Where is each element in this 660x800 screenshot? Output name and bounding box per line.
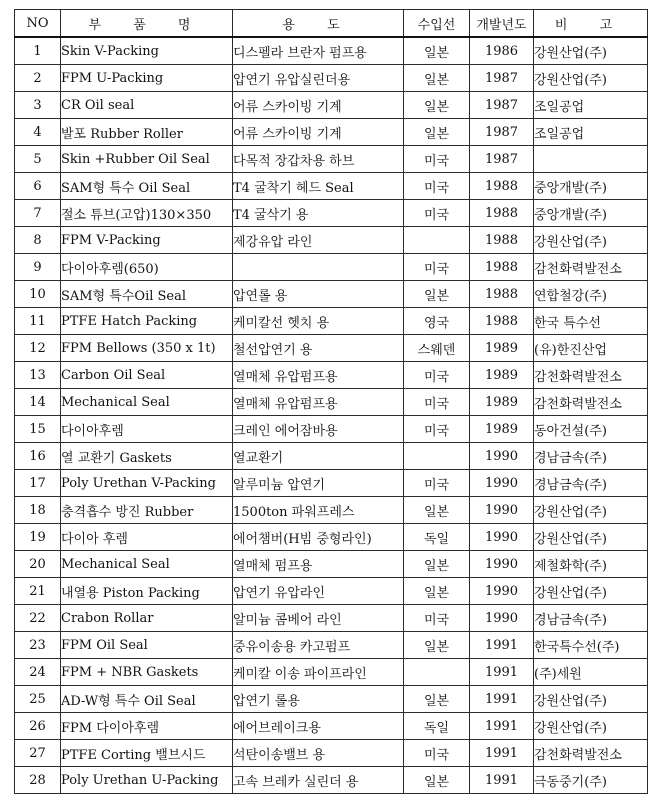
cell-no: 8 (15, 227, 61, 254)
table-row (15, 227, 648, 254)
cell-dev-year: 1988 (470, 254, 534, 281)
cell-importer: 미국 (404, 389, 470, 416)
cell-usage: 압연기 유압실린더용 (233, 65, 404, 92)
cell-dev-year: 1988 (470, 200, 534, 227)
cell-no: 4 (15, 119, 61, 146)
cell-usage: 크레인 에어잠바용 (233, 416, 404, 443)
cell-no: 17 (15, 470, 61, 497)
cell-part-name: 열 교환기 Gaskets (61, 443, 233, 470)
cell-dev-year: 1990 (470, 578, 534, 605)
cell-no: 27 (15, 740, 61, 767)
cell-usage: 디스펠라 브란자 펌프용 (233, 37, 404, 65)
cell-usage: 케미칼 이송 파이프라인 (233, 659, 404, 686)
cell-part-name: 다이아 후렘 (61, 524, 233, 551)
table-row (15, 767, 648, 794)
cell-importer: 영국 (404, 308, 470, 335)
table-row (15, 713, 648, 740)
cell-part-name: FPM V-Packing (61, 227, 233, 254)
table-row (15, 416, 648, 443)
table-row (15, 659, 648, 686)
cell-dev-year: 1991 (470, 740, 534, 767)
cell-note: 조일공업 (534, 92, 648, 119)
table-row (15, 92, 648, 119)
cell-note: 감천화력발전소 (534, 254, 648, 281)
cell-part-name: SAM형 특수Oil Seal (61, 281, 233, 308)
cell-dev-year: 1988 (470, 173, 534, 200)
cell-dev-year: 1991 (470, 767, 534, 794)
cell-part-name: Mechanical Seal (61, 389, 233, 416)
cell-usage: T4 굴착기 헤드 Seal (233, 173, 404, 200)
cell-importer: 스웨덴 (404, 335, 470, 362)
table-row (15, 200, 648, 227)
cell-note: 중앙개발(주) (534, 200, 648, 227)
cell-usage: 열매체 펌프용 (233, 551, 404, 578)
cell-importer: 일본 (404, 497, 470, 524)
cell-no: 15 (15, 416, 61, 443)
cell-usage: 철선압연기 용 (233, 335, 404, 362)
table-row (15, 551, 648, 578)
cell-importer: 독일 (404, 713, 470, 740)
table-row (15, 146, 648, 173)
cell-importer: 미국 (404, 254, 470, 281)
cell-importer: 미국 (404, 605, 470, 632)
cell-importer: 미국 (404, 173, 470, 200)
cell-part-name: 발포 Rubber Roller (61, 119, 233, 146)
cell-dev-year: 1990 (470, 524, 534, 551)
cell-no: 3 (15, 92, 61, 119)
header-row (15, 10, 648, 38)
cell-part-name: 충격흡수 방진 Rubber (61, 497, 233, 524)
header-part-name: 부 품 명 (61, 10, 233, 38)
header-note: 비 고 (534, 10, 648, 38)
cell-dev-year: 1989 (470, 362, 534, 389)
cell-dev-year: 1987 (470, 119, 534, 146)
cell-no: 14 (15, 389, 61, 416)
cell-no: 13 (15, 362, 61, 389)
cell-dev-year: 1986 (470, 37, 534, 65)
cell-part-name: Poly Urethan U-Packing (61, 767, 233, 794)
cell-usage: 어류 스카이빙 기계 (233, 92, 404, 119)
cell-usage: 1500ton 파워프레스 (233, 497, 404, 524)
cell-part-name: Poly Urethan V-Packing (61, 470, 233, 497)
header-importer: 수입선 (404, 10, 470, 38)
cell-part-name: FPM Oil Seal (61, 632, 233, 659)
cell-no: 18 (15, 497, 61, 524)
cell-part-name: CR Oil seal (61, 92, 233, 119)
cell-dev-year: 1991 (470, 713, 534, 740)
cell-part-name: Mechanical Seal (61, 551, 233, 578)
table-row (15, 443, 648, 470)
cell-usage: T4 굴삭기 용 (233, 200, 404, 227)
cell-note: 한국특수선(주) (534, 632, 648, 659)
cell-usage: 알미늄 콤베어 라인 (233, 605, 404, 632)
cell-importer: 미국 (404, 362, 470, 389)
cell-part-name: 다이아후렘(650) (61, 254, 233, 281)
cell-usage: 중유이송용 카고펌프 (233, 632, 404, 659)
table-row (15, 335, 648, 362)
table-row (15, 470, 648, 497)
cell-note: 강원산업(주) (534, 37, 648, 65)
cell-importer: 미국 (404, 200, 470, 227)
table-row (15, 497, 648, 524)
cell-note: (주)세원 (534, 659, 648, 686)
cell-importer: 일본 (404, 551, 470, 578)
table-row (15, 686, 648, 713)
cell-note: 강원산업(주) (534, 686, 648, 713)
cell-usage: 제강유압 라인 (233, 227, 404, 254)
table-row (15, 37, 648, 65)
cell-no: 10 (15, 281, 61, 308)
cell-note: 경남금속(주) (534, 605, 648, 632)
cell-note: 강원산업(주) (534, 713, 648, 740)
cell-part-name: FPM + NBR Gaskets (61, 659, 233, 686)
cell-usage: 압연롤 용 (233, 281, 404, 308)
cell-usage: 압연기 유압라인 (233, 578, 404, 605)
cell-importer (404, 659, 470, 686)
cell-usage: 고속 브레카 실린더 용 (233, 767, 404, 794)
table-row (15, 605, 648, 632)
cell-no: 26 (15, 713, 61, 740)
cell-importer: 미국 (404, 146, 470, 173)
cell-usage: 압연기 롤용 (233, 686, 404, 713)
cell-note: 동아건설(주) (534, 416, 648, 443)
cell-no: 11 (15, 308, 61, 335)
cell-part-name: 절소 튜브(고압)130×350 (61, 200, 233, 227)
cell-no: 16 (15, 443, 61, 470)
cell-part-name: FPM Bellows (350 x 1t) (61, 335, 233, 362)
cell-note: 조일공업 (534, 119, 648, 146)
cell-part-name: AD-W형 특수 Oil Seal (61, 686, 233, 713)
cell-note: 경남금속(주) (534, 443, 648, 470)
cell-no: 2 (15, 65, 61, 92)
cell-dev-year: 1990 (470, 551, 534, 578)
cell-note: 한국 특수선 (534, 308, 648, 335)
cell-dev-year: 1990 (470, 470, 534, 497)
cell-note (534, 146, 648, 173)
cell-part-name: 다이아후렘 (61, 416, 233, 443)
cell-part-name: SAM형 특수 Oil Seal (61, 173, 233, 200)
cell-usage: 어류 스카이빙 기계 (233, 119, 404, 146)
cell-note: 감천화력발전소 (534, 389, 648, 416)
cell-importer: 일본 (404, 578, 470, 605)
table-row (15, 740, 648, 767)
cell-no: 19 (15, 524, 61, 551)
cell-dev-year: 1990 (470, 497, 534, 524)
cell-no: 20 (15, 551, 61, 578)
cell-part-name: FPM 다이아후렘 (61, 713, 233, 740)
cell-dev-year: 1990 (470, 605, 534, 632)
cell-part-name: Crabon Rollar (61, 605, 233, 632)
cell-usage: 알루미늄 압연기 (233, 470, 404, 497)
cell-dev-year: 1991 (470, 686, 534, 713)
cell-importer: 일본 (404, 686, 470, 713)
cell-usage: 석탄이송밸브 용 (233, 740, 404, 767)
cell-dev-year: 1987 (470, 146, 534, 173)
table-row (15, 578, 648, 605)
cell-part-name: PTFE Corting 밸브시드 (61, 740, 233, 767)
cell-importer (404, 227, 470, 254)
cell-importer: 일본 (404, 632, 470, 659)
cell-note: 경남금속(주) (534, 470, 648, 497)
cell-usage: 에어브레이크용 (233, 713, 404, 740)
cell-no: 21 (15, 578, 61, 605)
cell-usage: 케미칼선 헷치 용 (233, 308, 404, 335)
cell-part-name: FPM U-Packing (61, 65, 233, 92)
cell-importer (404, 443, 470, 470)
cell-importer: 일본 (404, 767, 470, 794)
cell-note: 감천화력발전소 (534, 740, 648, 767)
cell-dev-year: 1987 (470, 92, 534, 119)
header-usage: 용 도 (233, 10, 404, 38)
table-body (15, 37, 648, 794)
cell-importer: 미국 (404, 740, 470, 767)
cell-importer: 독일 (404, 524, 470, 551)
cell-importer: 일본 (404, 92, 470, 119)
cell-usage: 열교환기 (233, 443, 404, 470)
table-row (15, 308, 648, 335)
table-row (15, 173, 648, 200)
cell-importer: 일본 (404, 281, 470, 308)
cell-importer: 일본 (404, 65, 470, 92)
import-substitution-parts-table (14, 9, 648, 794)
cell-no: 25 (15, 686, 61, 713)
cell-dev-year: 1988 (470, 281, 534, 308)
cell-importer: 일본 (404, 119, 470, 146)
cell-note: 강원산업(주) (534, 65, 648, 92)
cell-dev-year: 1988 (470, 308, 534, 335)
cell-note: 연합철강(주) (534, 281, 648, 308)
table-row (15, 65, 648, 92)
cell-dev-year: 1988 (470, 227, 534, 254)
cell-no: 28 (15, 767, 61, 794)
cell-dev-year: 1991 (470, 659, 534, 686)
cell-no: 1 (15, 37, 61, 65)
cell-note: 강원산업(주) (534, 524, 648, 551)
cell-dev-year: 1989 (470, 335, 534, 362)
cell-dev-year: 1990 (470, 443, 534, 470)
header-dev-year: 개발년도 (470, 10, 534, 38)
cell-usage: 에어챔버(H빔 중형라인) (233, 524, 404, 551)
cell-note: 감천화력발전소 (534, 362, 648, 389)
cell-no: 7 (15, 200, 61, 227)
cell-dev-year: 1989 (470, 416, 534, 443)
cell-no: 5 (15, 146, 61, 173)
table-row (15, 524, 648, 551)
cell-note: 강원산업(주) (534, 497, 648, 524)
cell-note: (유)한진산업 (534, 335, 648, 362)
cell-part-name: PTFE Hatch Packing (61, 308, 233, 335)
cell-part-name: Skin V-Packing (61, 37, 233, 65)
cell-importer: 미국 (404, 470, 470, 497)
cell-dev-year: 1987 (470, 65, 534, 92)
cell-dev-year: 1989 (470, 389, 534, 416)
cell-no: 6 (15, 173, 61, 200)
cell-usage: 열매체 유압펌프용 (233, 362, 404, 389)
cell-importer: 일본 (404, 37, 470, 65)
cell-note: 강원산업(주) (534, 227, 648, 254)
cell-note: 강원산업(주) (534, 578, 648, 605)
cell-note: 극동중기(주) (534, 767, 648, 794)
cell-no: 22 (15, 605, 61, 632)
cell-part-name: Carbon Oil Seal (61, 362, 233, 389)
cell-dev-year: 1991 (470, 632, 534, 659)
cell-no: 24 (15, 659, 61, 686)
cell-usage: 열매체 유압펌프용 (233, 389, 404, 416)
cell-usage: 다목적 장갑차용 하브 (233, 146, 404, 173)
table-row (15, 254, 648, 281)
header-no: NO (15, 10, 61, 38)
cell-part-name: Skin +Rubber Oil Seal (61, 146, 233, 173)
cell-no: 12 (15, 335, 61, 362)
cell-no: 23 (15, 632, 61, 659)
cell-no: 9 (15, 254, 61, 281)
table-row (15, 362, 648, 389)
cell-part-name: 내열용 Piston Packing (61, 578, 233, 605)
cell-importer: 미국 (404, 416, 470, 443)
table-row (15, 389, 648, 416)
table-row (15, 119, 648, 146)
table-row (15, 632, 648, 659)
cell-usage (233, 254, 404, 281)
cell-note: 중앙개발(주) (534, 173, 648, 200)
table-row (15, 281, 648, 308)
cell-note: 제철화학(주) (534, 551, 648, 578)
